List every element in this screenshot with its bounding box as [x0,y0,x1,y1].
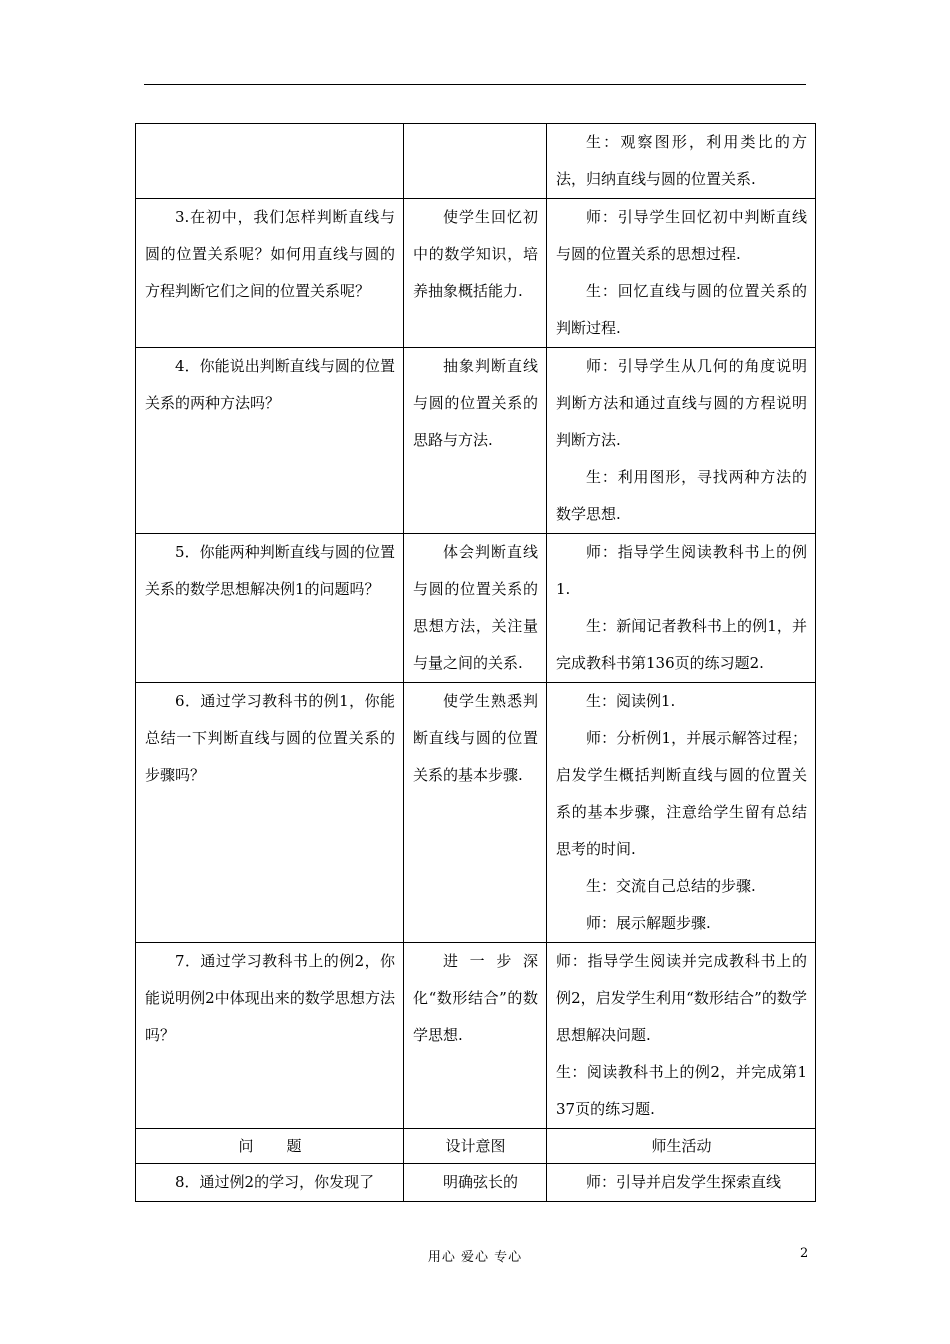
intent-cell [404,348,547,534]
header-question [136,1129,404,1164]
activity-paragraph: 生：利用图形，寻找两种方法的数学思想. [556,468,807,523]
intent-cell [404,199,547,348]
table-row [136,683,816,943]
activity-cell [547,943,816,1129]
header-intent: 设计意图 [404,1129,547,1164]
activity-paragraph: 生：新闻记者教科书上的例1，并完成教科书第136页的练习题2. [556,617,807,672]
table-header-row [136,1129,816,1164]
activity-paragraph: 师：引导并启发学生探索直线 [586,1173,782,1191]
activity-cell [547,124,816,199]
question-text: 8．通过例2的学习，你发现了 [175,1173,375,1191]
intent-text: 抽象判断直线与圆的位置关系的思路与方法. [413,357,538,449]
intent-cell [404,534,547,683]
activity-paragraph: 师：引导学生回忆初中判断直线与圆的位置关系的思想过程. [556,208,807,263]
intent-cell [404,124,547,199]
header-question-label: 问题 [238,1137,335,1155]
question-text: 7．通过学习教科书上的例2，你能说明例2中体现出来的数学思想方法吗？ [145,952,395,1044]
table-row [136,1164,816,1202]
activity-paragraph: 生：阅读例1. [586,692,676,710]
question-text: 3.在初中，我们怎样判断直线与圆的位置关系呢？如何用直线与圆的方程判断它们之间的位置关系呢？ [145,208,395,300]
question-cell [136,943,404,1129]
question-cell [136,199,404,348]
activity-paragraph: 师：分析例1，并展示解答过程；启发学生概括判断直线与圆的位置关系的基本步骤，注意给学生留有总结思考的时间. [556,729,807,858]
question-text: 6．通过学习教科书的例1，你能总结一下判断直线与圆的位置关系的步骤吗？ [145,692,395,784]
question-cell [136,534,404,683]
activity-paragraph: 师：引导学生从几何的角度说明判断方法和通过直线与圆的方程说明判断方法. [556,357,807,449]
intent-text: 明确弦长的 [443,1173,519,1191]
question-cell [136,348,404,534]
activity-paragraph: 生：交流自己总结的步骤. [586,877,756,895]
table-row [136,199,816,348]
header-activity: 师生活动 [547,1129,816,1164]
question-text: 4．你能说出判断直线与圆的位置关系的两种方法吗？ [145,357,395,412]
table-row [136,124,816,199]
question-cell [136,124,404,199]
activity-cell [547,683,816,943]
page-number: 2 [800,1246,809,1261]
activity-paragraph: 生：观察图形，利用类比的方法，归纳直线与圆的位置关系. [556,133,807,188]
activity-cell [547,534,816,683]
footer-motto: 用心 爱心 专心 [427,1250,523,1265]
question-cell [136,1164,404,1202]
intent-cell [404,683,547,943]
question-cell [136,683,404,943]
table-row [136,348,816,534]
activity-paragraph: 生：回忆直线与圆的位置关系的判断过程. [556,282,807,337]
activity-cell [547,348,816,534]
activity-cell [547,1164,816,1202]
intent-text: 体会判断直线与圆的位置关系的思想方法，关注量与量之间的关系. [413,543,538,672]
intent-text: 使学生回忆初中的数学知识，培养抽象概括能力. [413,208,538,300]
activity-paragraph: 师：指导学生阅读并完成教科书上的例2，启发学生利用“数形结合”的数学思想解决问题. [556,952,807,1044]
intent-text: 使学生熟悉判断直线与圆的位置关系的基本步骤. [413,692,538,784]
table-row [136,534,816,683]
intent-cell [404,943,547,1129]
header-rule [144,84,806,85]
intent-text: 进一步深化“数形结合”的数学思想. [413,952,538,1044]
question-text: 5．你能两种判断直线与圆的位置关系的数学思想解决例1的问题吗？ [145,543,395,598]
activity-paragraph: 师：指导学生阅读教科书上的例1. [556,543,807,598]
activity-cell [547,199,816,348]
activity-paragraph: 生：阅读教科书上的例2，并完成第137页的练习题. [556,1063,807,1118]
lesson-plan-table [135,123,816,1202]
activity-paragraph: 师：展示解题步骤. [586,914,711,932]
intent-cell [404,1164,547,1202]
table-row [136,943,816,1129]
